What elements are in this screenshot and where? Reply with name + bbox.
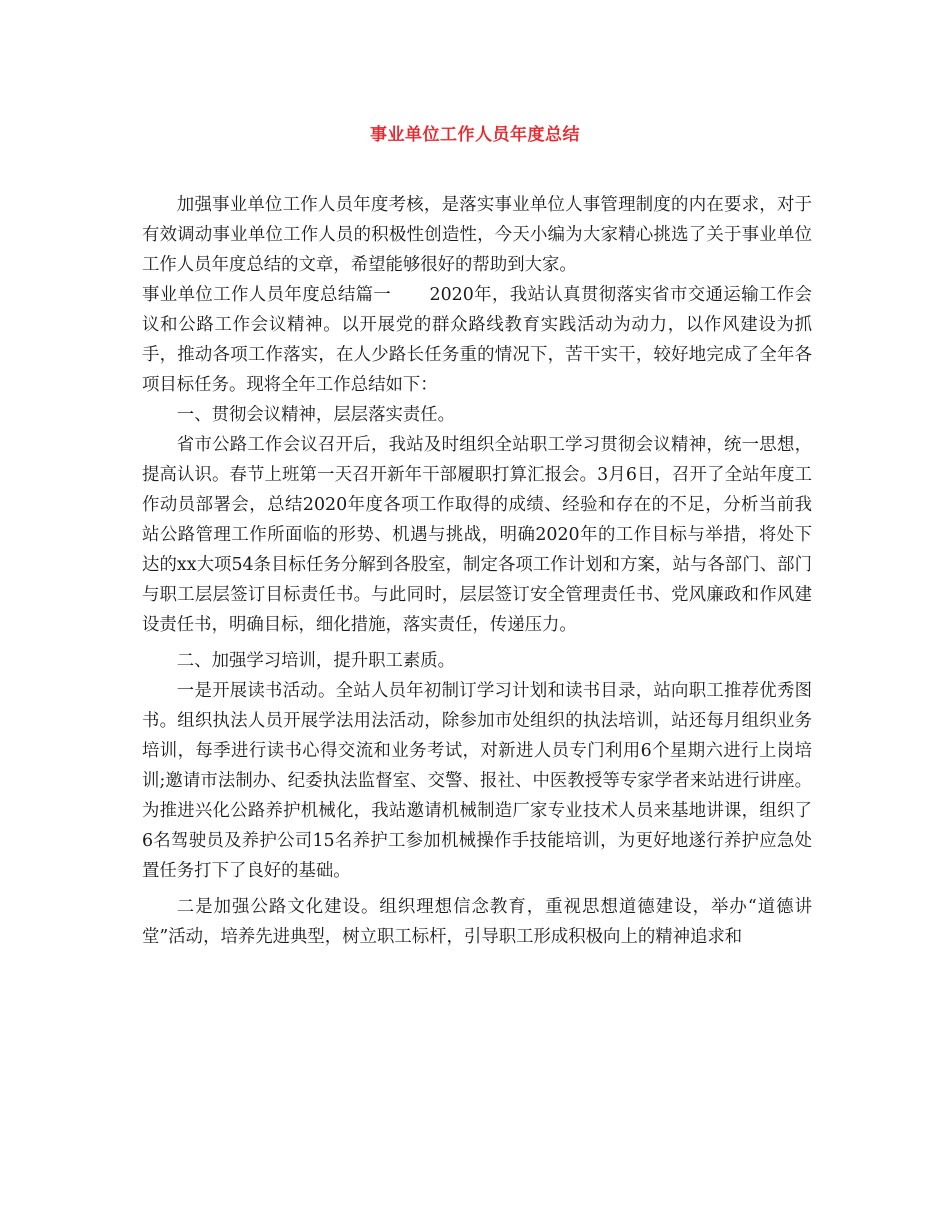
- document-title: 事业单位工作人员年度总结: [370, 125, 580, 145]
- heading-one: 一、贯彻会议精神，层层落实责任。: [176, 405, 456, 425]
- section-text: 2020年，我站认真贯彻落实省市交通运输工作会议和公路工作会议精神。以开展党的群众路线教育实践活动为动力，以作风建设为抓手，推动各项工作落实，在人少路长任务重的情况下，苦干实干，较好地完成了全年各项目标任务。现将全年工作总结如下：: [142, 285, 812, 395]
- section-label: 事业单位工作人员年度总结篇一: [142, 285, 392, 305]
- paragraph-one: 省市公路工作会议召开后，我站及时组织全站职工学习贯彻会议精神，统一思想，提高认识。春节上班第一天召开新年干部履职打算汇报会。3月6日，召开了全站年度工作动员部署会，总结2020年度各项工作取得的成绩、经验和存在的不足，分析当前我站公路管理工作所面临的形势、机遇与挑战，明确2020年的工作目标与举措，将处下达的xx大项54条目标任务分解到各股室，制定各项工作计划和方案，站与各部门、部门与职工层层签订目标责任书。与此同时，层层签订安全管理责任书、党风廉政和作风建设责任书，明确目标，细化措施，落实责任，传递压力。: [142, 435, 812, 635]
- document-body: [142, 190, 812, 952]
- heading-two: 二、加强学习培训，提升职工素质。: [176, 651, 456, 671]
- section-paragraph: [142, 280, 812, 400]
- paragraph-three: 二是加强公路文化建设。组织理想信念教育，重视思想道德建设，举办“道德讲堂”活动，培养先进典型，树立职工标杆，引导职工形成积极向上的精神追求和: [142, 897, 812, 947]
- paragraph-two: 一是开展读书活动。全站人员年初制订学习计划和读书目录，站向职工推荐优秀图书。组织执法人员开展学法用法活动，除参加市处组织的执法培训，站还每月组织业务培训，每季进行读书心得交流和业务考试，对新进人员专门利用6个星期六进行上岗培训;邀请市法制办、纪委执法监督室、交警、报社、中医教授等专家学者来站进行讲座。为推进兴化公路养护机械化，我站邀请机械制造厂家专业技术人员来基地讲课，组织了6名驾驶员及养护公司15名养护工参加机械操作手技能培训，为更好地遂行养护应急处置任务打下了良好的基础。: [142, 681, 812, 881]
- intro-paragraph: 加强事业单位工作人员年度考核，是落实事业单位人事管理制度的内在要求，对于有效调动事业单位工作人员的积极性创造性，今天小编为大家精心挑选了关于事业单位工作人员年度总结的文章，希望能够很好的帮助到大家。: [142, 195, 812, 275]
